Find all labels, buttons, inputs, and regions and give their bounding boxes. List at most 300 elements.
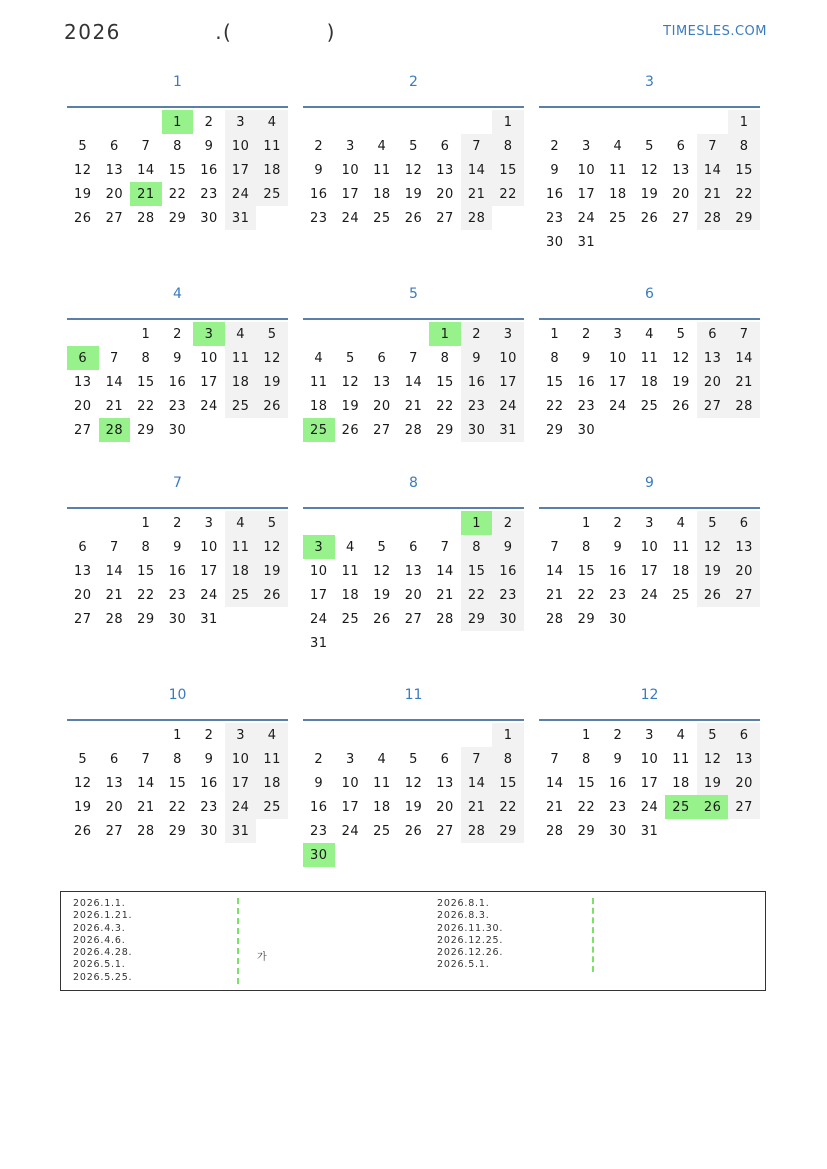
day-cell: 4 (377, 138, 387, 154)
day-cell: 9 (314, 162, 324, 178)
day-cell: 19 (697, 771, 729, 795)
day-cell: 18 (225, 370, 257, 394)
empty-day-cell (303, 723, 335, 747)
holiday-day-cell: 3 (193, 322, 225, 346)
holiday-day-cell: 1 (162, 110, 194, 134)
day-cell: 16 (168, 374, 187, 390)
day-cell: 3 (225, 723, 257, 747)
day-cell: 20 (697, 370, 729, 394)
empty-day-cell (67, 110, 99, 134)
day-cell: 14 (105, 374, 124, 390)
day-cell: 11 (225, 346, 257, 370)
day-cell: 16 (200, 162, 218, 178)
day-cell: 27 (697, 394, 729, 418)
month-title: 10 (168, 687, 187, 703)
legend-right-dates (437, 898, 503, 972)
day-cell: 31 (577, 234, 596, 250)
day-cell: 11 (256, 134, 288, 158)
day-cell: 6 (440, 138, 450, 154)
day-cell: 19 (640, 186, 659, 202)
day-cell: 3 (645, 515, 654, 531)
day-cell: 26 (256, 394, 288, 418)
day-cell: 18 (341, 587, 360, 603)
day-cell: 18 (225, 559, 257, 583)
day-cell: 27 (436, 210, 454, 226)
empty-day-cell (697, 110, 729, 134)
day-cell: 15 (492, 771, 524, 795)
day-cell: 20 (74, 587, 92, 603)
day-cell: 11 (341, 563, 360, 579)
day-cell: 5 (409, 751, 418, 767)
day-cell: 9 (550, 162, 560, 178)
day-cell: 9 (581, 350, 591, 366)
day-cell: 29 (168, 210, 187, 226)
month-day-grid (303, 322, 524, 442)
day-cell: 29 (461, 607, 493, 631)
day-cell: 19 (74, 799, 92, 815)
day-cell: 3 (225, 110, 257, 134)
day-cell: 29 (436, 422, 454, 438)
day-cell: 4 (256, 110, 288, 134)
day-cell: 27 (105, 823, 124, 839)
day-cell: 3 (613, 326, 623, 342)
day-cell: 16 (577, 374, 596, 390)
page-title: 2026 .( ) (64, 20, 336, 44)
day-cell: 25 (373, 210, 391, 226)
day-cell: 25 (225, 394, 257, 418)
day-cell: 23 (609, 587, 627, 603)
empty-day-cell (398, 322, 430, 346)
day-cell: 9 (204, 138, 214, 154)
day-cell: 4 (645, 326, 654, 342)
day-cell: 17 (341, 186, 360, 202)
brand-link[interactable]: TIMESLES.COM (663, 24, 767, 39)
day-cell: 19 (697, 559, 729, 583)
day-cell: 17 (310, 587, 328, 603)
day-cell: 14 (137, 775, 155, 791)
day-cell: 24 (492, 394, 524, 418)
day-cell: 10 (640, 751, 659, 767)
holiday-day-cell: 21 (130, 182, 162, 206)
day-cell: 21 (461, 182, 493, 206)
legend-date: 2026.11.30. (437, 922, 504, 934)
day-cell: 9 (613, 539, 623, 555)
month-day-grid (303, 511, 524, 655)
day-cell: 5 (256, 322, 288, 346)
month-rule (67, 719, 288, 721)
month-title: 7 (173, 475, 182, 491)
day-cell: 13 (728, 535, 760, 559)
day-cell: 1 (141, 515, 151, 531)
month-day-grid (67, 110, 288, 230)
day-cell: 22 (436, 398, 454, 414)
day-cell: 27 (74, 611, 92, 627)
day-cell: 12 (640, 162, 659, 178)
day-cell: 8 (173, 751, 182, 767)
day-cell: 24 (200, 398, 218, 414)
day-cell: 6 (409, 539, 418, 555)
day-cell: 3 (645, 727, 654, 743)
day-cell: 14 (436, 563, 454, 579)
day-cell: 5 (78, 138, 88, 154)
day-cell: 27 (105, 210, 124, 226)
month-rule (67, 106, 288, 108)
empty-day-cell (303, 511, 335, 535)
day-cell: 10 (341, 775, 360, 791)
empty-day-cell (602, 110, 634, 134)
day-cell: 24 (310, 611, 328, 627)
month-day-grid (67, 511, 288, 631)
day-cell: 25 (225, 583, 257, 607)
day-cell: 2 (204, 114, 214, 130)
empty-day-cell (398, 110, 430, 134)
day-cell: 15 (168, 775, 187, 791)
legend-left-dates (73, 898, 132, 984)
day-cell: 1 (581, 515, 591, 531)
day-cell: 14 (137, 162, 155, 178)
day-cell: 18 (373, 186, 391, 202)
day-cell: 12 (373, 563, 391, 579)
day-cell: 6 (697, 322, 729, 346)
day-cell: 8 (141, 539, 151, 555)
day-cell: 5 (377, 539, 387, 555)
day-cell: 13 (697, 346, 729, 370)
day-cell: 11 (609, 162, 627, 178)
month-rule (539, 318, 760, 320)
day-cell: 31 (225, 206, 257, 230)
day-cell: 21 (546, 799, 564, 815)
day-cell: 27 (404, 611, 423, 627)
day-cell: 19 (256, 559, 288, 583)
holiday-day-cell: 6 (67, 346, 99, 370)
day-cell: 14 (546, 563, 564, 579)
month-day-grid (539, 723, 760, 843)
day-cell: 30 (609, 823, 627, 839)
day-cell: 21 (546, 587, 564, 603)
month-rule (539, 106, 760, 108)
legend-date: 2026.5.25. (73, 971, 133, 983)
day-cell: 22 (461, 583, 493, 607)
day-cell: 9 (314, 775, 324, 791)
day-cell: 14 (404, 374, 423, 390)
day-cell: 29 (728, 206, 760, 230)
day-cell: 5 (697, 723, 729, 747)
day-cell: 19 (373, 587, 391, 603)
day-cell: 21 (436, 587, 454, 603)
empty-day-cell (461, 723, 493, 747)
empty-day-cell (335, 723, 367, 747)
empty-day-cell (539, 723, 571, 747)
day-cell: 5 (676, 326, 686, 342)
day-cell: 3 (581, 138, 591, 154)
day-cell: 11 (373, 162, 391, 178)
day-cell: 17 (640, 563, 659, 579)
day-cell: 1 (492, 110, 524, 134)
legend-date: 2026.5.1. (73, 959, 126, 971)
day-cell: 21 (728, 370, 760, 394)
empty-day-cell (429, 110, 461, 134)
day-cell: 29 (137, 611, 155, 627)
day-cell: 10 (310, 563, 328, 579)
day-cell: 25 (609, 210, 627, 226)
day-cell: 27 (436, 823, 454, 839)
day-cell: 28 (436, 611, 454, 627)
day-cell: 16 (168, 563, 187, 579)
day-cell: 14 (461, 158, 493, 182)
day-cell: 31 (640, 823, 659, 839)
day-cell: 7 (461, 747, 493, 771)
empty-day-cell (634, 110, 666, 134)
day-cell: 15 (137, 374, 155, 390)
day-cell: 10 (341, 162, 360, 178)
day-cell: 7 (109, 350, 119, 366)
day-cell: 2 (581, 326, 591, 342)
day-cell: 9 (461, 346, 493, 370)
day-cell: 13 (672, 162, 690, 178)
month-6 (539, 284, 760, 442)
day-cell: 10 (492, 346, 524, 370)
day-cell: 26 (697, 583, 729, 607)
day-cell: 27 (728, 795, 760, 819)
legend-left-note: 가 (257, 952, 267, 963)
day-cell: 16 (310, 186, 328, 202)
day-cell: 26 (640, 210, 659, 226)
day-cell: 29 (546, 422, 564, 438)
day-cell: 23 (310, 823, 328, 839)
day-cell: 2 (173, 515, 182, 531)
empty-day-cell (67, 723, 99, 747)
empty-day-cell (99, 723, 131, 747)
day-cell: 1 (492, 723, 524, 747)
day-cell: 14 (105, 563, 124, 579)
day-cell: 20 (728, 559, 760, 583)
day-cell: 26 (74, 210, 92, 226)
day-cell: 9 (613, 751, 623, 767)
day-cell: 9 (204, 751, 214, 767)
month-day-grid (67, 723, 288, 843)
day-cell: 26 (74, 823, 92, 839)
day-cell: 4 (377, 751, 387, 767)
day-cell: 13 (105, 162, 124, 178)
day-cell: 15 (168, 162, 187, 178)
day-cell: 22 (168, 186, 187, 202)
empty-day-cell (99, 110, 131, 134)
month-rule (303, 507, 524, 509)
day-cell: 24 (341, 823, 360, 839)
day-cell: 13 (436, 775, 454, 791)
holiday-legend (60, 891, 766, 991)
day-cell: 4 (613, 138, 623, 154)
month-day-grid (539, 110, 760, 254)
day-cell: 10 (200, 350, 218, 366)
day-cell: 2 (550, 138, 560, 154)
day-cell: 17 (225, 771, 257, 795)
day-cell: 28 (137, 210, 155, 226)
day-cell: 23 (609, 799, 627, 815)
day-cell: 24 (225, 795, 257, 819)
day-cell: 8 (550, 350, 560, 366)
day-cell: 8 (728, 134, 760, 158)
day-cell: 23 (168, 587, 187, 603)
day-cell: 2 (314, 751, 324, 767)
day-cell: 4 (676, 515, 686, 531)
empty-day-cell (539, 511, 571, 535)
empty-day-cell (335, 322, 367, 346)
day-cell: 6 (728, 511, 760, 535)
day-cell: 18 (609, 186, 627, 202)
month-title: 5 (409, 286, 418, 302)
day-cell: 15 (492, 158, 524, 182)
day-cell: 21 (697, 182, 729, 206)
day-cell: 16 (609, 775, 627, 791)
day-cell: 16 (310, 799, 328, 815)
day-cell: 17 (225, 158, 257, 182)
empty-day-cell (398, 511, 430, 535)
day-cell: 8 (141, 350, 151, 366)
day-cell: 4 (676, 727, 686, 743)
month-day-grid (303, 110, 524, 230)
holiday-day-cell: 25 (665, 795, 697, 819)
day-cell: 13 (436, 162, 454, 178)
legend-date: 2026.1.21. (73, 910, 133, 922)
month-3 (539, 72, 760, 254)
day-cell: 10 (225, 134, 257, 158)
day-cell: 27 (74, 422, 92, 438)
day-cell: 17 (200, 563, 218, 579)
day-cell: 2 (204, 727, 214, 743)
day-cell: 1 (173, 727, 182, 743)
day-cell: 30 (492, 607, 524, 631)
day-cell: 1 (141, 326, 151, 342)
day-cell: 19 (74, 186, 92, 202)
month-12 (539, 685, 760, 843)
day-cell: 30 (200, 210, 218, 226)
day-cell: 22 (492, 795, 524, 819)
day-cell: 7 (109, 539, 119, 555)
day-cell: 21 (105, 398, 124, 414)
empty-day-cell (130, 110, 162, 134)
day-cell: 27 (672, 210, 690, 226)
legend-date: 2026.4.6. (73, 934, 126, 946)
month-rule (539, 719, 760, 721)
day-cell: 25 (256, 795, 288, 819)
empty-day-cell (99, 511, 131, 535)
day-cell: 9 (173, 350, 182, 366)
day-cell: 22 (168, 799, 187, 815)
day-cell: 30 (609, 611, 627, 627)
day-cell: 7 (440, 539, 450, 555)
day-cell: 20 (105, 799, 124, 815)
day-cell: 1 (581, 727, 591, 743)
day-cell: 7 (141, 138, 151, 154)
day-cell: 25 (341, 611, 360, 627)
holiday-day-cell: 28 (99, 418, 131, 442)
month-rule (303, 106, 524, 108)
day-cell: 25 (640, 398, 659, 414)
day-cell: 24 (640, 799, 659, 815)
day-cell: 23 (546, 210, 564, 226)
day-cell: 21 (105, 587, 124, 603)
day-cell: 15 (577, 563, 596, 579)
day-cell: 25 (373, 823, 391, 839)
day-cell: 28 (404, 422, 423, 438)
day-cell: 2 (492, 511, 524, 535)
day-cell: 12 (74, 162, 92, 178)
month-day-grid (67, 322, 288, 442)
day-cell: 5 (78, 751, 88, 767)
month-title: 6 (645, 286, 654, 302)
day-cell: 27 (373, 422, 391, 438)
day-cell: 2 (173, 326, 182, 342)
day-cell: 13 (74, 563, 92, 579)
day-cell: 4 (225, 322, 257, 346)
holiday-day-cell: 1 (429, 322, 461, 346)
day-cell: 20 (436, 186, 454, 202)
day-cell: 20 (672, 186, 690, 202)
day-cell: 23 (168, 398, 187, 414)
day-cell: 14 (546, 775, 564, 791)
day-cell: 15 (461, 559, 493, 583)
empty-day-cell (366, 110, 398, 134)
day-cell: 20 (373, 398, 391, 414)
day-cell: 15 (436, 374, 454, 390)
day-cell: 16 (609, 563, 627, 579)
month-rule (303, 719, 524, 721)
empty-day-cell (67, 511, 99, 535)
month-8 (303, 473, 524, 655)
day-cell: 7 (409, 350, 418, 366)
day-cell: 23 (200, 799, 218, 815)
day-cell: 17 (492, 370, 524, 394)
day-cell: 8 (581, 539, 591, 555)
holiday-day-cell: 30 (303, 843, 335, 867)
month-title: 9 (645, 475, 654, 491)
day-cell: 2 (314, 138, 324, 154)
day-cell: 17 (577, 186, 596, 202)
empty-day-cell (99, 322, 131, 346)
day-cell: 18 (672, 775, 690, 791)
day-cell: 8 (173, 138, 182, 154)
day-cell: 19 (672, 374, 690, 390)
legend-date: 2026.12.26. (437, 947, 504, 959)
day-cell: 23 (577, 398, 596, 414)
day-cell: 12 (672, 350, 690, 366)
day-cell: 22 (577, 587, 596, 603)
day-cell: 2 (461, 322, 493, 346)
day-cell: 10 (225, 747, 257, 771)
day-cell: 3 (345, 751, 355, 767)
day-cell: 8 (461, 535, 493, 559)
empty-day-cell (539, 110, 571, 134)
empty-day-cell (303, 110, 335, 134)
day-cell: 5 (345, 350, 355, 366)
day-cell: 18 (640, 374, 659, 390)
legend-date: 2026.4.3. (73, 922, 126, 934)
legend-date: 2026.8.3. (437, 910, 490, 922)
day-cell: 14 (728, 346, 760, 370)
day-cell: 3 (492, 322, 524, 346)
month-7 (67, 473, 288, 631)
day-cell: 8 (581, 751, 591, 767)
day-cell: 17 (341, 799, 360, 815)
day-cell: 1 (728, 110, 760, 134)
day-cell: 22 (577, 799, 596, 815)
day-cell: 21 (461, 795, 493, 819)
empty-day-cell (335, 110, 367, 134)
day-cell: 29 (577, 611, 596, 627)
day-cell: 22 (137, 398, 155, 414)
day-cell: 11 (256, 747, 288, 771)
